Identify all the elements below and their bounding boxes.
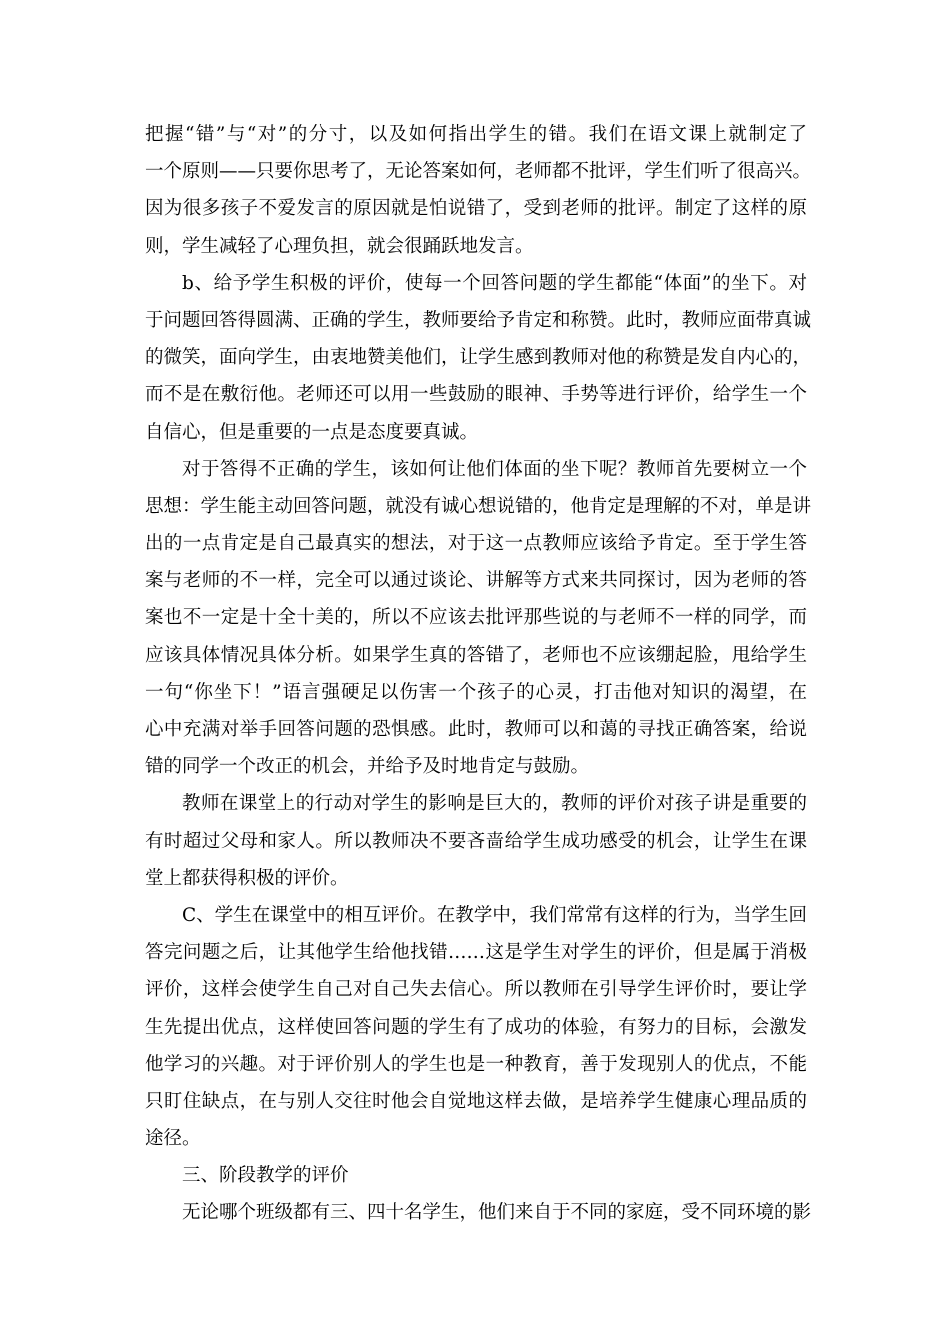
text-line: 生先提出优点，这样使回答问题的学生有了成功的体验，有努力的目标，会激发	[145, 1016, 807, 1038]
text-line: 堂上都获得积极的评价。	[145, 867, 349, 889]
text-line: 答完问题之后，让其他学生给他找错……这是学生对学生的评价，但是属于消极	[145, 942, 807, 964]
text-line: 心中充满对举手回答问题的恐惧感。此时，教师可以和蔼的寻找正确答案，给说	[145, 719, 807, 740]
text-line: 途径。	[145, 1128, 201, 1150]
text-line: 案也不一定是十全十美的，所以不应该去批评那些说的与老师不一样的同学，而	[145, 607, 807, 629]
text-line: 评价，这样会使学生自己对自己失去信心。所以教师在引导学生评价时，要让学	[145, 979, 807, 1001]
text-line: 只盯住缺点，在与别人交往时他会自觉地这样去做，是培养学生健康心理品质的	[145, 1090, 807, 1112]
text-line: 无论哪个班级都有三、四十名学生，他们来自于不同的家庭，受不同环境的影	[182, 1202, 812, 1224]
text-line: 应该具体情况具体分析。如果学生真的答错了，老师也不应该绷起脸，甩给学生	[145, 644, 807, 666]
text-line: 对于答得不正确的学生，该如何让他们体面的坐下呢？教师首先要树立一个	[182, 458, 807, 480]
text-line: 他学习的兴趣。对于评价别人的学生也是一种教育，善于发现别人的优点，不能	[145, 1053, 807, 1075]
text-line: 于问题回答得圆满、正确的学生，教师要给予肯定和称赞。此时，教师应面带真诚	[145, 309, 812, 331]
text-line: 而不是在敷衍他。老师还可以用一些鼓励的眼神、手势等进行评价，给学生一个	[145, 384, 807, 406]
text-line: 案与老师的不一样，完全可以通过谈论、讲解等方式来共同探讨，因为老师的答	[145, 570, 807, 592]
text-line: b、给予学生积极的评价，使每一个回答问题的学生都能“体面”的坐下。对	[182, 272, 807, 294]
text-line: 把握“错”与“对”的分寸，以及如何指出学生的错。我们在语文课上就制定了	[145, 124, 807, 145]
text-line: 一个原则——只要你思考了，无论答案如何，老师都不批评，学生们听了很高兴。	[145, 161, 812, 183]
text-line: 三、阶段教学的评价	[182, 1165, 349, 1187]
text-line: 错的同学一个改正的机会，并给予及时地肯定与鼓励。	[145, 756, 590, 778]
body-text	[145, 116, 812, 1232]
text-line: 有时超过父母和家人。所以教师决不要吝啬给学生成功感受的机会，让学生在课	[145, 830, 807, 852]
text-line: 出的一点肯定是自己最真实的想法，对于这一点教师应该给予肯定。至于学生答	[145, 533, 807, 555]
text-line: 教师在课堂上的行动对学生的影响是巨大的，教师的评价对孩子讲是重要的	[182, 793, 807, 815]
text-line: 自信心，但是重要的一点是态度要真诚。	[145, 421, 479, 443]
text-line: 思想：学生能主动回答问题，就没有诚心想说错的，他肯定是理解的不对，单是讲	[145, 495, 812, 517]
text-line: 的微笑，面向学生，由衷地赞美他们，让学生感到教师对他的称赞是发自内心的，	[145, 347, 812, 369]
text-line: 一句“你坐下！”语言强硬足以伤害一个孩子的心灵，打击他对知识的渴望，在	[145, 681, 807, 703]
text-line: 因为很多孩子不爱发言的原因就是怕说错了，受到老师的批评。制定了这样的原	[145, 198, 807, 220]
text-line: 则，学生减轻了心理负担，就会很踊跃地发言。	[145, 235, 534, 257]
text-line: C、学生在课堂中的相互评价。在教学中，我们常常有这样的行为，当学生回	[182, 904, 807, 926]
